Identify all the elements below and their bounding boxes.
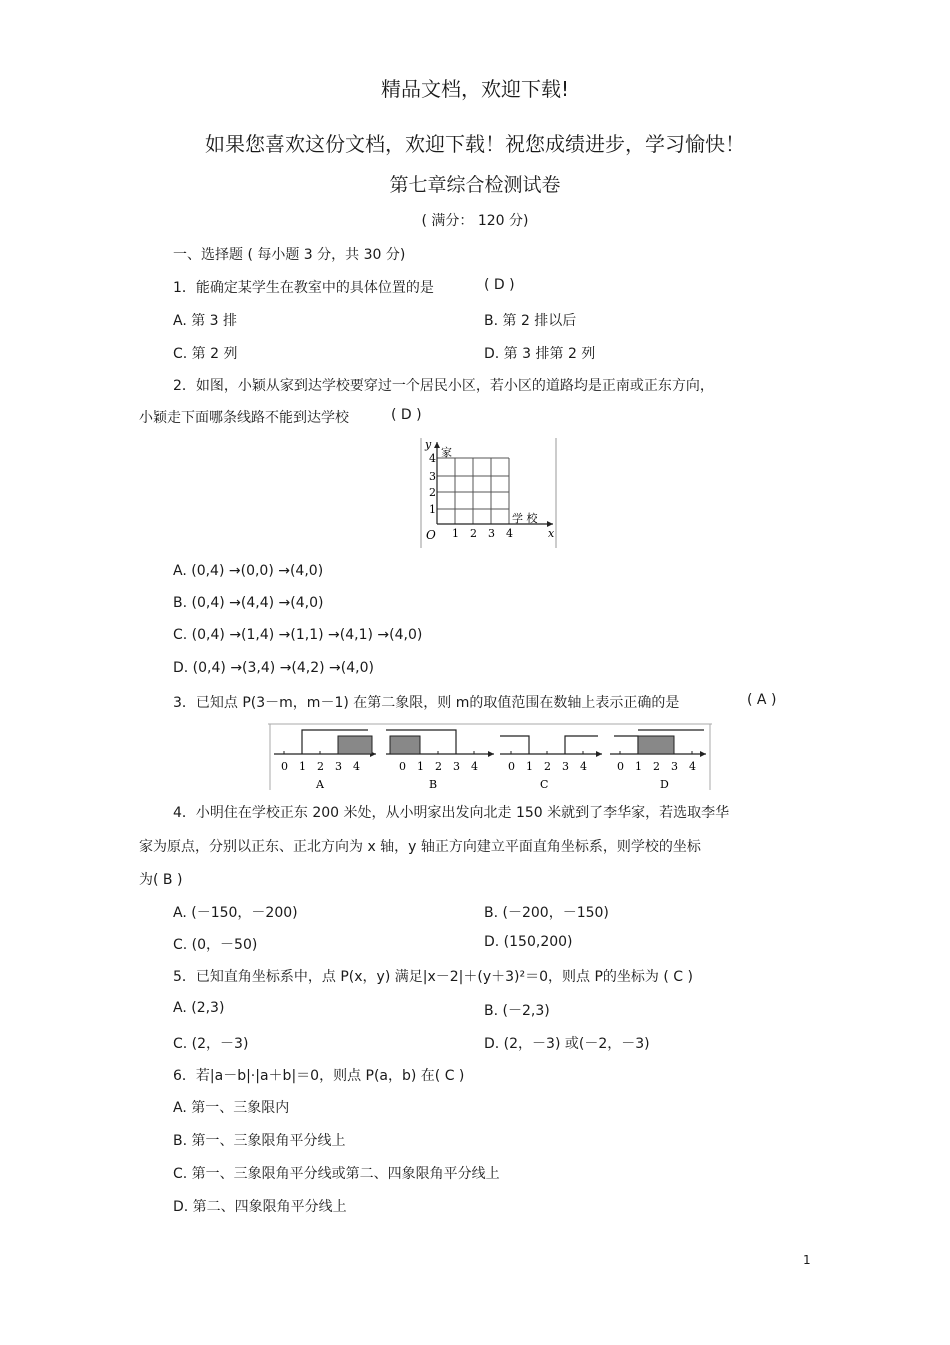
q6-stem: 6．若|a－b|·|a＋b|＝0，则点 P(a，b) 在( C ) <box>173 1068 465 1084</box>
q6-option-c: C. 第一、三象限角平分线或第二、四象限角平分线上 <box>173 1166 500 1182</box>
x-axis-label: x <box>548 527 555 540</box>
origin-label: O <box>426 528 436 542</box>
svg-text:4: 4 <box>471 760 478 773</box>
q2-option-b: B. (0,4) →(4,4) →(4,0) <box>173 595 324 611</box>
svg-text:2: 2 <box>653 760 660 773</box>
numberline-label-b: B <box>429 778 438 791</box>
y-tick-4: 4 <box>429 452 436 465</box>
numberline-label-d: D <box>660 778 669 791</box>
banner-text: 精品文档，欢迎下载! <box>380 77 570 101</box>
q4-option-b: B. (－200，－150) <box>484 905 609 921</box>
section-heading: 一、选择题 ( 每小题 3 分，共 30 分) <box>173 247 406 263</box>
svg-text:3: 3 <box>562 760 569 773</box>
x-tick-3: 3 <box>488 527 495 540</box>
q6-option-d: D. 第二、四象限角平分线上 <box>173 1199 347 1215</box>
q2-option-a: A. (0,4) →(0,0) →(4,0) <box>173 563 324 579</box>
q6-option-a: A. 第一、三象限内 <box>173 1100 290 1116</box>
svg-text:3: 3 <box>671 760 678 773</box>
q1-option-b: B. 第 2 排以后 <box>484 313 577 329</box>
svg-text:1: 1 <box>526 760 533 773</box>
q4-option-a: A. (－150，－200) <box>173 905 298 921</box>
q5-option-c: C. (2，－3) <box>173 1036 249 1052</box>
q4-line2: 家为原点，分别以正东、正北方向为 x 轴，y 轴正方向建立平面直角坐标系，则学校的坐标 <box>139 839 701 855</box>
q1-option-c: C. 第 2 列 <box>173 346 238 362</box>
q1-option-d: D. 第 3 排第 2 列 <box>484 346 596 362</box>
svg-text:1: 1 <box>417 760 424 773</box>
q5-option-b: B. (－2,3) <box>484 1003 550 1019</box>
svg-text:2: 2 <box>435 760 442 773</box>
school-label: 学 校 <box>512 512 538 525</box>
x-tick-2: 2 <box>470 527 477 540</box>
svg-text:1: 1 <box>299 760 306 773</box>
numberline-d <box>610 730 706 791</box>
q4-line3: 为( B ) <box>139 872 183 888</box>
svg-text:0: 0 <box>399 760 406 773</box>
svg-text:0: 0 <box>617 760 624 773</box>
q5-stem: 5．已知直角坐标系中，点 P(x，y) 满足|x－2|＋(y＋3)²＝0，则点 P的坐标为 ( C ) <box>173 969 693 985</box>
svg-text:4: 4 <box>580 760 587 773</box>
svg-text:4: 4 <box>353 760 360 773</box>
q3-numberline-figure <box>268 722 712 792</box>
numberline-label-a: A <box>316 778 324 791</box>
x-tick-4: 4 <box>506 527 513 540</box>
exam-title: 第七章综合检测试卷 <box>389 174 561 196</box>
svg-text:4: 4 <box>689 760 696 773</box>
slogan-text: 如果您喜欢这份文档，欢迎下载！祝您成绩进步，学习愉快！ <box>205 132 745 156</box>
home-label: 家 <box>441 446 452 459</box>
q1-option-a: A. 第 3 排 <box>173 313 238 329</box>
svg-text:1: 1 <box>635 760 642 773</box>
q2-answer: ( D ) <box>391 407 422 423</box>
q4-option-c: C. (0，－50) <box>173 937 258 953</box>
exam-score: ( 满分： 120 分) <box>421 213 529 229</box>
y-tick-2: 2 <box>429 486 436 499</box>
svg-text:3: 3 <box>335 760 342 773</box>
q4-line1: 4．小明住在学校正东 200 米处，从小明家出发向北走 150 米就到了李华家，若选取李华 <box>173 805 730 821</box>
numberline-c <box>500 736 602 791</box>
q2-option-c: C. (0,4) →(1,4) →(1,1) →(4,1) →(4,0) <box>173 627 423 643</box>
q6-option-b: B. 第一、三象限角平分线上 <box>173 1133 346 1149</box>
svg-text:2: 2 <box>544 760 551 773</box>
svg-text:3: 3 <box>453 760 460 773</box>
q1-stem: 1．能确定某学生在教室中的具体位置的是 <box>173 280 434 296</box>
q1-answer: ( D ) <box>484 277 515 293</box>
y-tick-3: 3 <box>429 470 436 483</box>
q2-stem-line2: 小颖走下面哪条线路不能到达学校 <box>139 410 349 426</box>
q5-option-d: D. (2，－3) 或(－2，－3) <box>484 1036 650 1052</box>
numberline-b <box>386 730 494 791</box>
y-tick-1: 1 <box>429 503 436 516</box>
svg-text:2: 2 <box>317 760 324 773</box>
numberline-label-c: C <box>540 778 549 791</box>
svg-text:0: 0 <box>281 760 288 773</box>
q2-stem-line1: 2．如图，小颖从家到达学校要穿过一个居民小区，若小区的道路均是正南或正东方向， <box>173 378 714 394</box>
q3-stem: 3．已知点 P(3－m，m－1) 在第二象限，则 m的取值范围在数轴上表示正确的是 <box>173 695 680 711</box>
q5-option-a: A. (2,3) <box>173 1000 225 1016</box>
page-number: 1 <box>803 1253 811 1267</box>
q4-option-d: D. (150,200) <box>484 934 573 950</box>
q2-grid-figure <box>415 436 565 552</box>
y-axis-label: y <box>425 438 432 451</box>
q3-answer: ( A ) <box>747 692 777 708</box>
q2-option-d: D. (0,4) →(3,4) →(4,2) →(4,0) <box>173 660 374 676</box>
numberline-a <box>274 730 376 791</box>
svg-text:0: 0 <box>508 760 515 773</box>
x-tick-1: 1 <box>452 527 459 540</box>
